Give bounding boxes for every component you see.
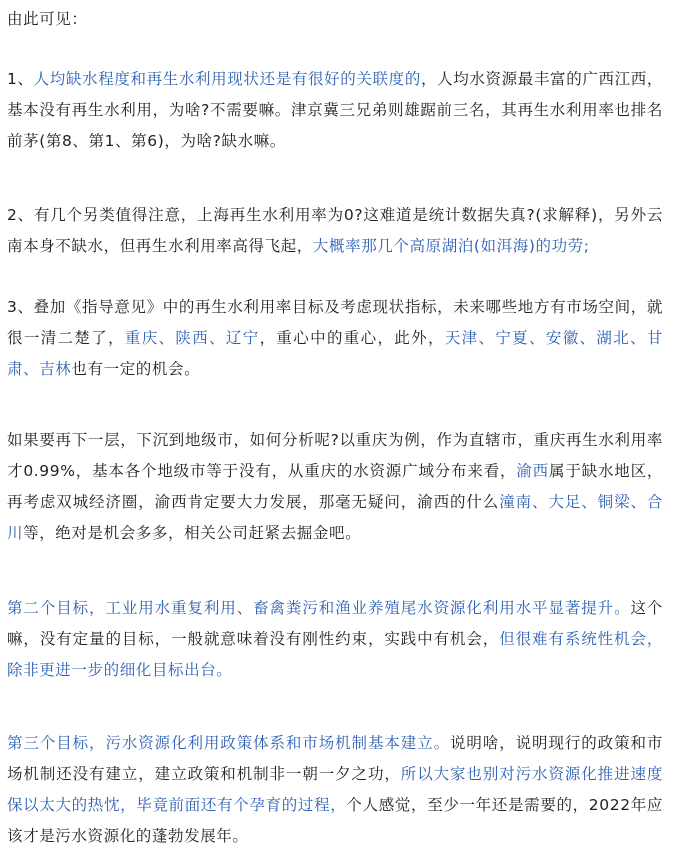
city-analysis-paragraph (7, 425, 663, 549)
point-2-highlight: 大概率那几个高原湖泊(如洱海)的功劳; (312, 237, 590, 255)
point-3-text-1: 3、叠加《指导意见》中的再生水利用率目标及考虑现状指标，未来哪些地方有市场空间，就很一清二楚了， (7, 298, 663, 347)
target-3-text-2: 个人感觉，至少一年还是需要的，2022年应该才是污水资源化的蓬勃发展年。 (7, 796, 663, 845)
city-analysis-highlight-yuxi: 渝西 (516, 462, 549, 480)
point-1-number: 1、 (7, 70, 34, 88)
point-2-text: 2、有几个另类值得注意，上海再生水利用率为0?这难道是统计数据失真?(求解释)，另外云南本身不缺水，但再生水利用率高得飞起， (7, 206, 663, 255)
target-2-text: 这个嘛，没有定量的目标，一般就意味着没有刚性约束，实践中有机会， (7, 599, 663, 648)
target-2-paragraph (7, 593, 663, 686)
intro-paragraph (7, 4, 663, 35)
target-3-highlight: 所以大家也别对污水资源化推进速度保以太大的热忱，毕竟前面还有个孕育的过程， (7, 765, 663, 814)
point-3-highlight-key-regions: 重庆、陕西、辽宁 (124, 329, 260, 347)
point-3-paragraph (7, 292, 663, 385)
city-analysis-text-3: 等，绝对是机会多多，相关公司赶紧去掘金吧。 (23, 524, 362, 542)
target-3-heading: 第三个目标，污水资源化利用政策体系和市场机制基本建立。 (7, 734, 450, 752)
point-1-paragraph (7, 64, 663, 157)
point-3-highlight-other-regions: 天津、宁夏、安徽、湖北、甘肃、吉林 (7, 329, 663, 378)
target-3-paragraph (7, 728, 663, 852)
target-2-heading: 第二个目标，工业用水重复利用、畜禽粪污和渔业养殖尾水资源化利用水平显著提升。 (7, 599, 631, 617)
intro-text: 由此可见： (7, 10, 88, 28)
point-3-text-3: 也有一定的机会。 (71, 360, 201, 378)
target-2-highlight: 但很难有系统性机会，除非更进一步的细化目标出台。 (7, 630, 663, 679)
point-3-text-2: ，重心中的重心，此外， (259, 329, 445, 347)
point-2-paragraph (7, 200, 663, 262)
point-1-text: ，人均水资源最丰富的广西江西，基本没有再生水利用，为啥?不需要嘛。津京冀三兄弟则雄踞前三名，其再生水利用率也排名前茅(第8、第1、第6)，为啥?缺水嘛。 (7, 70, 663, 150)
city-analysis-highlight-cities: 潼南、大足、铜梁、合川 (7, 493, 663, 542)
target-3-text-1: 说明啥，说明现行的政策和市场机制还没有建立，建立政策和机制非一朝一夕之功， (7, 734, 663, 783)
city-analysis-text-1: 如果要再下一层，下沉到地级市，如何分析呢?以重庆为例，作为直辖市，重庆再生水利用率才0.99%，基本各个地级市等于没有，从重庆的水资源广域分布来看， (7, 431, 663, 480)
point-1-highlight: 人均缺水程度和再生水利用现状还是有很好的关联度的 (33, 70, 421, 88)
city-analysis-text-2: 属于缺水地区，再考虑双城经济圈，渝西肯定要大力发展，那毫无疑问，渝西的什么 (7, 462, 664, 511)
